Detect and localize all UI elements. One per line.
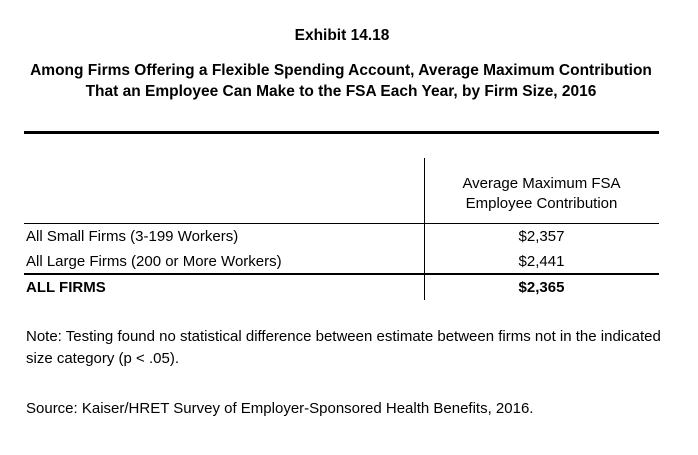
row-label-all-firms: ALL FIRMS: [26, 279, 106, 296]
column-header: [425, 174, 658, 214]
row-value-large-firms: $2,441: [518, 253, 565, 270]
total-rule: [24, 273, 659, 275]
top-rule: [24, 131, 659, 134]
header-rule: [24, 223, 659, 224]
footnote: Note: Testing found no statistical difference between estimate between firms not in the indicated size category (p < .05).: [26, 328, 661, 367]
row-value-all-firms: $2,365: [518, 279, 565, 296]
exhibit-number: Exhibit 14.18: [294, 27, 390, 44]
row-value-small-firms: $2,357: [518, 228, 565, 245]
exhibit-title: Among Firms Offering a Flexible Spending Account, Average Maximum Contribution That an Employee Can Make to the FSA Each Year, by Firm Size, 2016: [30, 62, 652, 100]
row-label-small-firms: All Small Firms (3-199 Workers): [26, 228, 239, 245]
source-citation: Source: Kaiser/HRET Survey of Employer-Sponsored Health Benefits, 2016.: [26, 400, 534, 417]
row-label-large-firms: All Large Firms (200 or More Workers): [26, 253, 282, 270]
column-header-line1: Average Maximum FSA: [462, 175, 621, 192]
column-header-line2: Employee Contribution: [465, 195, 618, 212]
